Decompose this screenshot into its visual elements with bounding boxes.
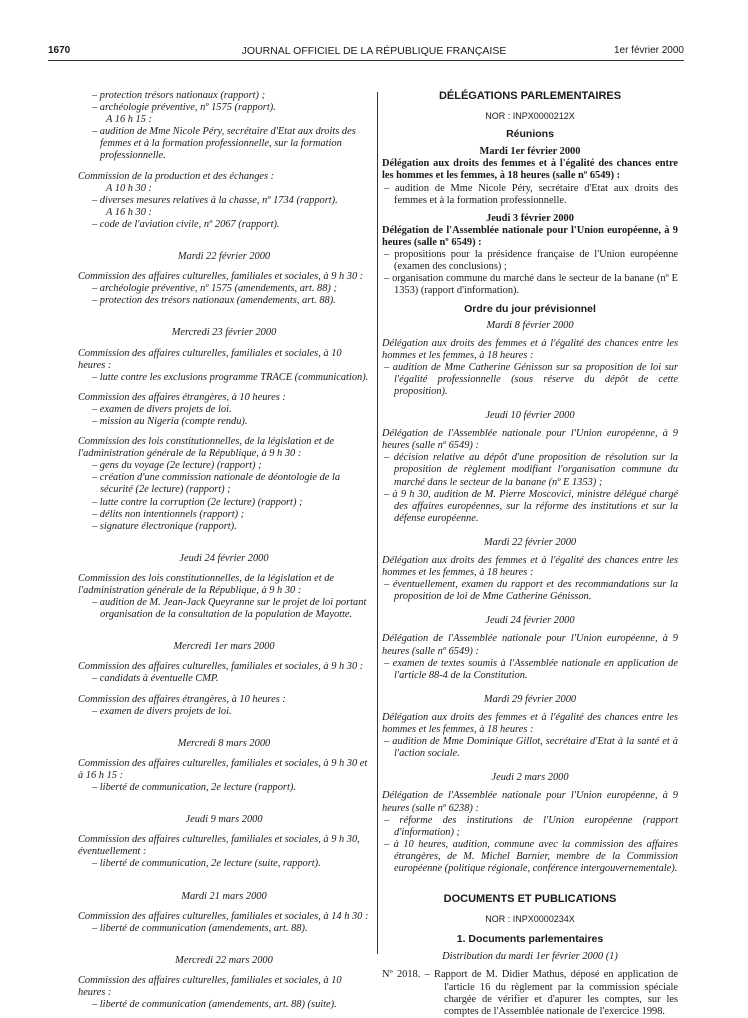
delegation-heading: Délégation aux droits des femmes et à l'égalité des chances entre les hommes et les femmes, à 18 heures : [382, 337, 678, 361]
agenda-item: – protection trésors nationaux (rapport) ; [92, 90, 266, 101]
agenda-item: – signature électronique (rapport). [92, 520, 237, 532]
date-heading: Jeudi 2 mars 2000 [491, 772, 569, 784]
date-heading: Jeudi 10 février 2000 [485, 410, 575, 422]
agenda-item: – audition de M. Jean-Jack Queyranne sur le projet de loi portant organisation de la consultation de la population de Mayotte. [92, 597, 367, 621]
committee-heading: Commission des affaires culturelles, familiales et sociales, à 9 h 30 : [78, 661, 364, 673]
page-header [0, 0, 748, 64]
committee-heading: Commission des affaires culturelles, familiales et sociales, à 9 h 30, éventuellement : [78, 834, 360, 858]
committee-heading: Commission des affaires étrangères, à 10 heures : [78, 693, 286, 705]
column-divider [377, 92, 378, 954]
agenda-item: – liberté de communication (amendements, art. 88). [92, 922, 308, 934]
agenda-item: – candidats à éventuelle CMP. [92, 673, 219, 685]
agenda-item: – examen de divers projets de loi. [92, 705, 232, 717]
agenda-item: – réforme des institutions de l'Union européenne (rapport d'information) ; [384, 814, 678, 838]
agenda-item: – audition de Mme Nicole Péry, secrétaire d'Etat aux droits des femmes et à la formation professionnelle. [384, 182, 678, 206]
agenda-item: – propositions pour la présidence française de l'Union européenne (examen des conclusions) ; [384, 249, 678, 273]
date-heading: Mardi 22 février 2000 [177, 251, 271, 263]
agenda-item: – création d'une commission nationale de déontologie de la sécurité (2e lecture) (rapport) ; [92, 472, 341, 496]
time-heading: A 16 h 15 : [106, 114, 152, 126]
committee-heading: Commission des affaires culturelles, familiales et sociales, à 9 h 30 : [78, 271, 364, 283]
agenda-item: – diverses mesures relatives à la chasse, nº 1734 (rapport). [92, 194, 338, 206]
date-heading: Mardi 1er février 2000 [479, 146, 581, 158]
left-column [78, 90, 370, 1011]
time-heading: A 16 h 30 : [106, 206, 152, 218]
subsection-title: Ordre du jour prévisionnel [464, 303, 596, 316]
agenda-item: – audition de Mme Dominique Gillot, secrétaire d'Etat à la santé et à l'action sociale. [384, 736, 678, 760]
agenda-item: – mission au Nigeria (compte rendu). [92, 415, 248, 427]
committee-heading: Commission des affaires culturelles, familiales et sociales, à 9 h 30 et à 16 h 15 : [78, 757, 368, 781]
agenda-item: – audition de Mme Nicole Péry, secrétaire d'Etat aux droits des femmes et à la formation professionnelle, sur la formation professionnelle. [92, 126, 356, 162]
agenda-item: – éventuellement, examen du rapport et des recommandations sur la proposition de loi de Mme Catherine Génisson. [384, 579, 678, 603]
agenda-item: – à 9 h 30, audition de M. Pierre Moscovici, ministre délégué chargé des affaires européennes, sur la réforme des institutions et sur la défense européenne. [384, 488, 678, 524]
section-title: DOCUMENTS ET PUBLICATIONS [443, 893, 617, 906]
agenda-item: – protection des trésors nationaux (amendements, art. 88). [92, 295, 336, 307]
right-column [382, 90, 678, 1018]
delegation-heading: Délégation de l'Assemblée nationale pour l'Union européenne, à 9 heures (salle nº 6549) : [382, 633, 678, 657]
agenda-item: – lutte contre la corruption (2e lecture) (rapport) ; [92, 496, 303, 508]
header-rule [48, 60, 684, 61]
delegation-heading: Délégation aux droits des femmes et à l'égalité des chances entre les hommes et les femmes, à 18 heures : [382, 555, 678, 579]
issue-date: 1er février 2000 [613, 45, 684, 56]
agenda-item: – code de l'aviation civile, nº 2067 (rapport). [92, 218, 280, 230]
committee-heading: Commission des affaires culturelles, familiales et sociales, à 14 h 30 : [78, 910, 369, 922]
agenda-item: – examen de divers projets de loi. [92, 403, 232, 415]
page-number: 1670 [48, 45, 71, 56]
committee-heading: Commission des affaires étrangères, à 10 heures : [78, 391, 286, 403]
date-heading: Distribution du mardi 1er février 2000 (1) [442, 951, 618, 963]
date-heading: Mardi 22 février 2000 [483, 536, 577, 548]
time-heading: A 10 h 30 : [106, 182, 152, 194]
date-heading: Mardi 21 mars 2000 [181, 890, 267, 902]
date-heading: Mardi 29 février 2000 [483, 693, 577, 705]
committee-heading: Commission des lois constitutionnelles, de la législation et de l'administration générale de la République, à 9 h 30 : [78, 436, 334, 460]
date-heading: Mercredi 1er mars 2000 [173, 641, 275, 653]
document-entry: Nº 2018. – Rapport de M. Didier Mathus, déposé en application de l'article 16 du règlement par la commission spéciale chargée de vérifier et d'apurer les comptes, sur les comptes de l'Assemblée nationale de l'exercice 1998. [382, 969, 678, 1017]
date-heading: Mercredi 8 mars 2000 [177, 737, 271, 749]
delegation-heading: Délégation de l'Assemblée nationale pour l'Union européenne, à 9 heures (salle nº 6549) : [382, 428, 678, 452]
agenda-item: – gens du voyage (2e lecture) (rapport) ; [92, 460, 262, 472]
date-heading: Jeudi 3 février 2000 [486, 212, 574, 224]
date-heading: Mardi 8 février 2000 [486, 319, 574, 331]
section-title: DÉLÉGATIONS PARLEMENTAIRES [438, 90, 622, 102]
agenda-item: – examen de textes soumis à l'Assemblée nationale en application de l'article 88-4 de la Constitution. [384, 657, 678, 681]
subsection-title: Réunions [506, 128, 554, 141]
agenda-item: – lutte contre les exclusions programme TRACE (communication). [92, 371, 369, 383]
committee-heading: Commission des affaires culturelles, familiales et sociales, à 10 heures : [78, 347, 342, 371]
subsection-title: 1. Documents parlementaires [456, 933, 604, 946]
journal-title: JOURNAL OFFICIEL DE LA RÉPUBLIQUE FRANÇAISE [241, 45, 507, 57]
delegation-heading: Délégation de l'Assemblée nationale pour l'Union européenne, à 9 heures (salle nº 6549) : [382, 224, 678, 248]
agenda-item: – liberté de communication (amendements, art. 88) (suite). [92, 999, 337, 1011]
nor-reference: NOR : INPX0000212X [485, 111, 575, 122]
date-heading: Jeudi 24 février 2000 [179, 552, 269, 564]
agenda-item: – audition de Mme Catherine Génisson sur sa proposition de loi sur l'égalité professionnelle (sous réserve du dépôt de cette proposition). [384, 361, 678, 397]
delegation-heading: Délégation de l'Assemblée nationale pour l'Union européenne, à 9 heures (salle nº 6238) : [382, 790, 678, 814]
date-heading: Jeudi 9 mars 2000 [185, 814, 263, 826]
agenda-item: – liberté de communication, 2e lecture (suite, rapport). [92, 858, 321, 870]
agenda-item: – archéologie préventive, nº 1575 (rapport). [92, 102, 276, 114]
delegation-heading: Délégation aux droits des femmes et à l'égalité des chances entre les hommes et les femmes, à 18 heures : [382, 711, 678, 736]
committee-heading: Commission des affaires culturelles, familiales et sociales, à 10 heures : [78, 974, 342, 998]
committee-heading: Commission des lois constitutionnelles, de la législation et de l'administration générale de la République, à 9 h 30 : [78, 572, 334, 596]
date-heading: Mercredi 23 février 2000 [171, 327, 277, 339]
agenda-item: – liberté de communication, 2e lecture (rapport). [92, 782, 296, 794]
delegation-heading: Délégation aux droits des femmes et à l'égalité des chances entre les hommes et les femmes, à 18 heures (salle nº 6549) : [382, 158, 678, 182]
date-heading: Jeudi 24 février 2000 [485, 615, 575, 627]
agenda-item: – à 10 heures, audition, commune avec la commission des affaires étrangères, de M. Michel Barnier, membre de la Commission européenne (politique régionale, conférence intergouvernementale). [384, 838, 678, 874]
agenda-item: – organisation commune du marché dans le secteur de la banane (nº E 1353) (rapport d'information). [384, 273, 678, 297]
agenda-item: – décision relative au dépôt d'une proposition de résolution sur la proposition de règlement modifiant l'organisation commune du marché dans le secteur de la banane (nº E 1353) ; [384, 452, 678, 488]
committee-heading: Commission de la production et des échanges : [78, 170, 275, 182]
agenda-item: – délits non intentionnels (rapport) ; [92, 508, 245, 520]
nor-reference: NOR : INPX0000234X [485, 914, 575, 925]
agenda-item: – archéologie préventive, nº 1575 (amendements, art. 88) ; [92, 283, 337, 295]
date-heading: Mercredi 22 mars 2000 [175, 954, 273, 966]
